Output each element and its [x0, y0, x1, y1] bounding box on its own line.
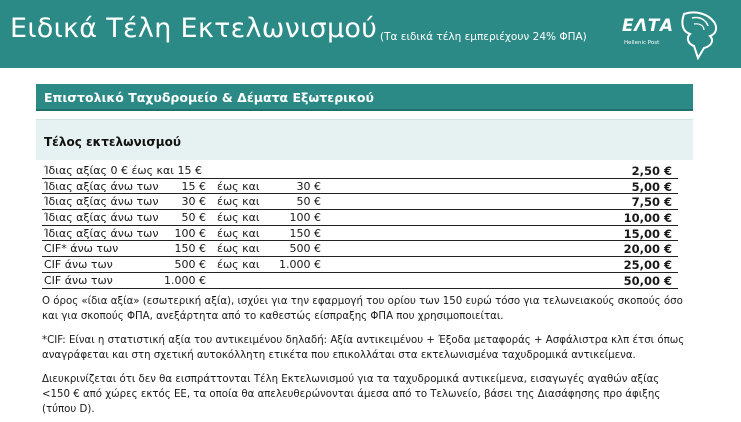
logo-wordmark: ΕΛΤΑ — [622, 16, 674, 36]
fee-to-amount: 50 € — [296, 195, 321, 209]
fee-until-label: έως και — [217, 258, 260, 272]
fee-from-amount: 50 € — [181, 211, 206, 225]
fee-to-amount: 30 € — [296, 179, 321, 193]
fees-table — [42, 163, 678, 289]
fee-condition: CIF άνω των — [44, 258, 113, 272]
note-paragraph: Διευκρινίζεται ότι δεν θα εισπράττονται Τέλη Εκτελωνισμού για τα ταχυδρομικά αντικείμενα, εισαγωγές αγαθών αξίας <150 € από χώρες εκτός ΕΕ, τα οποία θα απελευθερώνονται άμεσα από το Τελωνείο, βάσει της Διασάφησης προ άφιξης (τύπου D). — [42, 374, 661, 415]
table-row — [42, 273, 678, 289]
fee-amount: 7,50 € — [631, 195, 672, 210]
fee-condition: CIF* άνω των — [44, 242, 119, 256]
fee-amount: 2,50 € — [631, 164, 672, 178]
notes-section — [42, 294, 688, 422]
section-title: Επιστολικό Ταχυδρομείο & Δέματα Εξωτερικού — [44, 90, 374, 105]
fee-to-amount: 1.000 € — [279, 258, 321, 272]
hermes-head-icon — [674, 8, 724, 60]
fee-from-amount: 500 € — [174, 258, 206, 272]
fee-until-label: έως και — [217, 242, 260, 256]
fee-condition: Ίδιας αξίας άνω των — [44, 179, 159, 193]
fee-from-amount: 30 € — [181, 195, 206, 209]
fee-until-label: έως και — [217, 195, 260, 209]
fee-until-label: έως και — [217, 179, 260, 193]
fee-from-amount: 100 € — [174, 226, 206, 240]
fee-from-amount: 15 € — [181, 179, 206, 193]
fee-amount: 10,00 € — [623, 211, 672, 226]
fee-until-label: έως και — [217, 211, 260, 225]
fee-from-amount: 150 € — [174, 242, 206, 256]
elta-logo — [622, 8, 727, 60]
table-row — [42, 194, 678, 210]
vat-note: (Τα ειδικά τέλη εμπεριέχουν 24% ΦΠΑ) — [380, 31, 587, 43]
page-title: Ειδικά Τέλη Εκτελωνισμού — [10, 13, 378, 44]
fee-condition: Ίδιας αξίας άνω των — [44, 226, 159, 240]
table-row — [42, 226, 678, 242]
fee-condition: Ίδιας αξίας άνω των — [44, 211, 159, 225]
note-paragraph: *CIF: Είναι η στατιστική αξία του αντικειμένου δηλαδή: Αξία αντικειμένου + Έξοδα μεταφοράς + Ασφάλιστρα κλπ έτσι όπως αναγράφεται και στη σχετική αυτοκόλλητη ετικέτα που επικολλάται στα εκτελωνισμένα ταχυδρομικά αντικείμενα. — [42, 335, 685, 361]
header-banner — [0, 0, 741, 68]
table-row — [42, 241, 678, 257]
fee-to-amount: 150 € — [289, 226, 321, 240]
fee-from-amount: 1.000 € — [164, 273, 206, 287]
section-header — [36, 84, 693, 111]
fees-panel-title: Τέλος εκτελωνισμού — [44, 135, 181, 149]
fee-amount: 15,00 € — [623, 226, 672, 241]
fee-condition: Ίδιας αξίας άνω των — [44, 195, 159, 209]
fee-condition: Ίδιας αξίας 0 € έως και 15 € — [44, 164, 203, 177]
fees-panel-header — [36, 119, 693, 160]
table-row — [42, 210, 678, 226]
fee-condition: CIF άνω των — [44, 273, 113, 287]
fee-until-label: έως και — [217, 226, 260, 240]
fee-to-amount: 100 € — [289, 211, 321, 225]
fee-amount: 5,00 € — [631, 179, 672, 194]
fee-amount: 50,00 € — [623, 273, 672, 288]
table-row — [42, 163, 678, 179]
logo-subtitle: Hellenic Post — [624, 40, 660, 46]
table-row — [42, 179, 678, 195]
fee-amount: 20,00 € — [623, 242, 672, 257]
fee-to-amount: 500 € — [289, 242, 321, 256]
note-paragraph: Ο όρος «ίδια αξία» (εσωτερική αξία), ισχύει για την εφαρμογή του ορίου των 150 ευρώ τόσο για τελωνειακούς σκοπούς όσο και για σκοπούς ΦΠΑ, ανεξάρτητα από το καθεστώς είσπραξης ΦΠΑ που χρησιμοποιείται. — [42, 296, 683, 322]
table-row — [42, 257, 678, 273]
fee-amount: 25,00 € — [623, 258, 672, 273]
